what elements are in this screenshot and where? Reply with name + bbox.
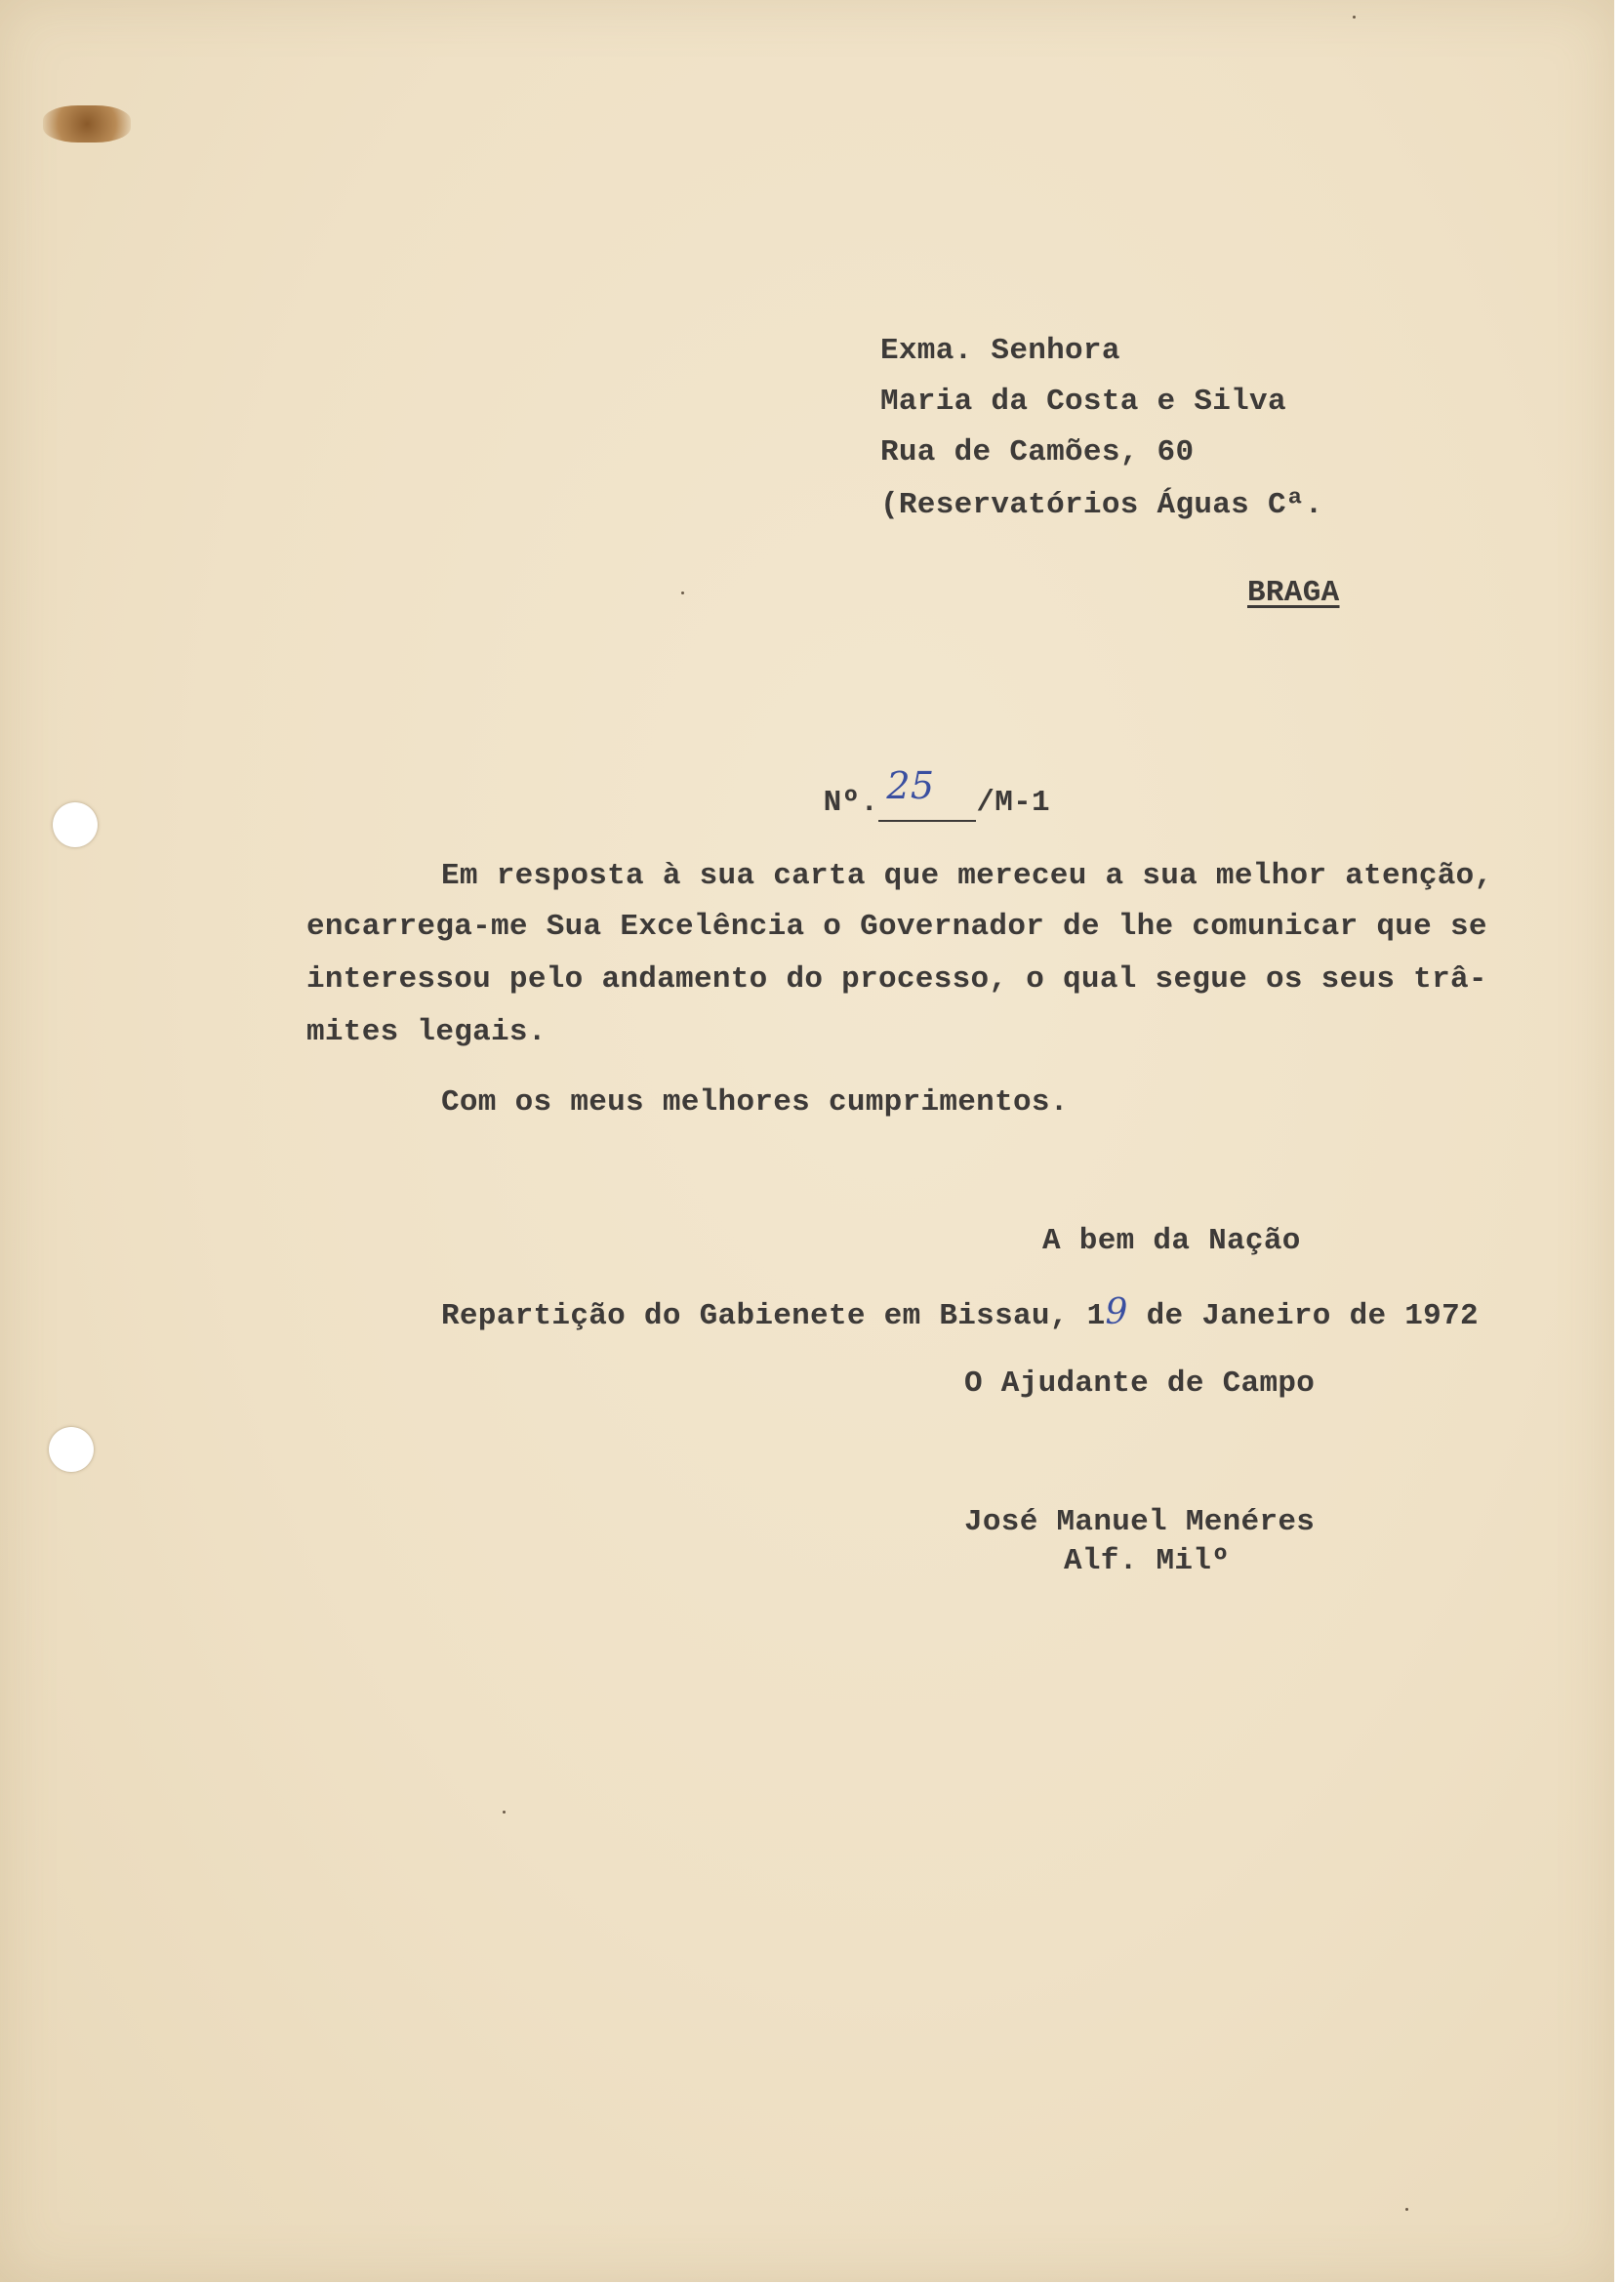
reference-suffix: /M-1 bbox=[976, 786, 1050, 820]
address-street: Rua de Camões, 60 bbox=[880, 435, 1195, 469]
paper-speck bbox=[503, 1811, 506, 1814]
paper-speck bbox=[1353, 16, 1356, 19]
address-city: BRAGA bbox=[1247, 576, 1340, 610]
footer-role: O Ajudante de Campo bbox=[964, 1366, 1316, 1401]
place-date-prefix: Repartição do Gabienete em Bissau, 1 bbox=[441, 1299, 1106, 1333]
place-date-suffix: de Janeiro de 1972 bbox=[1127, 1299, 1479, 1333]
reference-number bbox=[750, 752, 1050, 856]
body-line-2: encarrega-me Sua Excelência o Governador de lhe comunicar que se bbox=[306, 910, 1487, 944]
paper-speck bbox=[681, 591, 684, 594]
reference-number-handwritten: 25 bbox=[886, 764, 935, 807]
signature-rank: Alf. Milº bbox=[1064, 1544, 1231, 1578]
closing-line: Com os meus melhores cumprimentos. bbox=[441, 1085, 1069, 1120]
body-line-1: Em resposta à sua carta que mereceu a sua melhor atenção, bbox=[441, 859, 1493, 893]
body-line-4: mites legais. bbox=[306, 1015, 547, 1049]
address-detail: (Reservatórios Águas Cª. bbox=[880, 488, 1323, 522]
signature-name: José Manuel Menéres bbox=[964, 1505, 1316, 1539]
punch-hole-top bbox=[53, 802, 98, 847]
paper-speck bbox=[1405, 2208, 1408, 2211]
body-line-3: interessou pelo andamento do processo, o qual segue os seus trâ- bbox=[306, 962, 1487, 997]
footer-motto: A bem da Nação bbox=[1042, 1224, 1301, 1258]
reference-number-field bbox=[878, 764, 976, 822]
punch-hole-bottom bbox=[49, 1427, 94, 1472]
reference-prefix: Nº. bbox=[823, 786, 879, 820]
place-and-date bbox=[441, 1292, 1479, 1333]
address-name: Maria da Costa e Silva bbox=[880, 385, 1286, 419]
handwritten-day-digit: 9 bbox=[1105, 1292, 1128, 1332]
address-salutation: Exma. Senhora bbox=[880, 334, 1120, 368]
